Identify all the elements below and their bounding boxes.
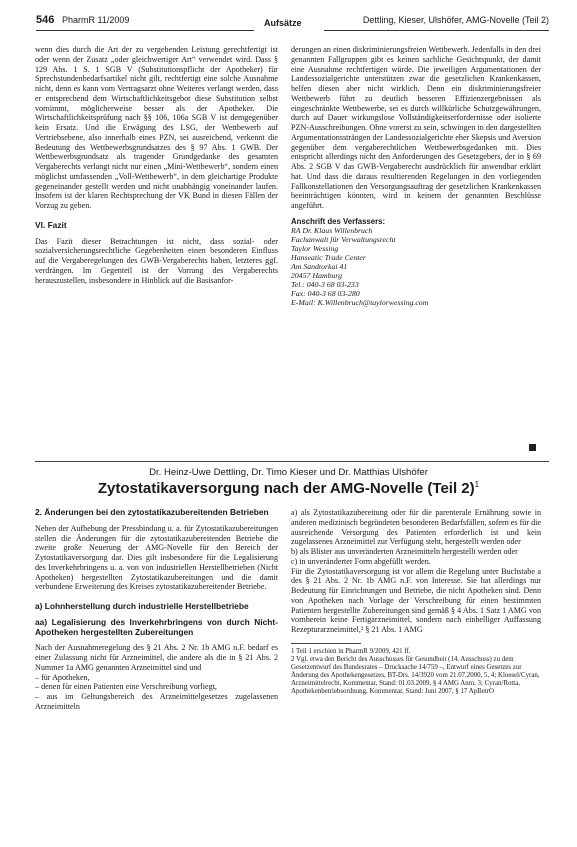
footnote: 1 Teil 1 erschien in PharmR 9/2009, 421 ff. [291,647,411,655]
body-paragraph: Nach der Ausnahmeregelung des § 21 Abs. 2 Nr. 1b AMG n.F. bedarf es einer Zulassung nicht für Arzneimittel, die andere als die in § 21 Abs. 2 Nummer 1a AMG genannten Arzneimittel sind und [35,643,278,672]
running-title: Dettling, Kieser, Ulshöfer, AMG-Novelle (Teil 2) [362,15,549,25]
section-label: Aufsätze [264,18,302,28]
body-paragraph: Für die Zytostatikaversorgung ist vor allem die Regelung unter Buchstabe a des § 21 Abs. 2 Nr. 1b AMG n.F. von Interesse. Sie hat allerdings nur Bedeutung für Einrichtungen und Betriebe, die nicht Apotheken sind. Denn von Apotheken nach Vorlage der Verschreibung für einen bestimmten Patienten hergestellte Zubereitungen sind gemäß § 4 Abs. 1 Satz 1 AMG von vornherein keine Fertigarzneimittel, sondern nach einhelliger Auffassung Rezepturarzneimittel,² § 21 Abs. 1 AMG [291,566,541,634]
address-line: Fax: 040-3 68 03-280 [291,288,360,298]
address-line: E-Mail: K.Willenbruch@taylorwessing.com [291,297,429,307]
address-line: Am Sandtorkai 41 [291,261,348,271]
footnote: 2 Vgl. etwa den Bericht des Ausschusses für Gesundheit (14. Ausschuss) zu dem Gesetzentwurf des Bundesrates – Drucksache 14/759 –, Entwurf eines Gesetzes zur Änderung des Apothekengesetzes, BT-Drs. 14/3920 vom 21.07.2000, 5, 4; Kloesel/Cyran, Arzneimittelrecht, Kommentar, Stand: 01.03.2009, § 4 AMG Anm. 3; Cyran/Rotta, Apothekenbetriebsordnung, Kommentar, Stand: Juni 2007, § 17 ApBetrO [291,655,540,695]
body-paragraph: b) als Blister aus unveränderten Arzneimitteln hergestellt werden oder [291,547,518,556]
article-title [0,480,577,497]
page-header [36,12,549,34]
body-paragraph: Neben der Aufhebung der Pressbindung u. a. für Zytostatikazubereitungen stellen die Änderungen für die zytostatikazubereitenden Betriebe die zweite große Neuerung der AMG-Novelle für den Bereich der Zytostatikaversorgung dar. Dies gilt insbesondere für die Legalisierung des Inverkehrbringens u. a. von von industriellen Herstellbetrieben (Nicht Apotheken) hergestellten Zytostatikazubereitungen und die damit verbundene Erweiterung des Kreises zytostatikazubereitender Betriebe. [35,523,278,592]
article-authors: Dr. Heinz-Uwe Dettling, Dr. Timo Kieser und Dr. Matthias Ulshöfer [149,467,428,478]
list-item: – für Apotheken, [35,672,90,682]
author-address [291,217,541,307]
upper-right-column [291,45,541,307]
upper-left-column [35,45,278,285]
body-paragraph: wenn dies durch die Art der zu vergebenden Leistung gerechtfertigt ist oder wenn der Zusatz „oder gleichwertiger Art“ verwendet wird. Dass § 129 Abs. 1 S. 1 SGB V (Substitutionspflicht der Apotheker) für Sprechstundenbedarfsartikel nicht gilt, rechtfertigt eine solche Ausnahme nicht, denn es kann vom Vertragsarzt ohne Weiteres verlangt werden, dass er entsprechend dem Wirtschaftlichkeitsgebot diese Substitution selbst vornimmt, möglicherweise besser als der Apotheker. Die Wirtschaftlichkeitsprüfung nach §§ 106, 106a SGB V ist demgegenüber kein Ersatz. Und die Erwägung des LSG, der Wettbewerb auf Vertriebsebene, also innerhalb eines PZN, sei ausreichend, verkennt die Bedeutung des Wettbewerbsgrundsatzes des § 97 Abs. 1 GWB. Der Wettbewerbsgrundsatz als tragender Grundgedanke des gesamten Vergaberechts verlangt nicht nur einen „Mini-Wettbewerb“, sondern einen möglichst umfassenden „Voll-Wettbewerb“, in dem gleichartige Produkte gegeneinander gestellt werden und nicht unabhängig voneinander laufen. Insofern ist der klaren Rechtsprechung der VK Bund in diesen Fällen der Vorzug zu geben. [35,45,278,210]
body-paragraph: c) in unveränderter Form abgefüllt werden. [291,556,431,566]
body-paragraph: a) als Zytostatikazubereitung oder für die parenterale Ernährung sowie in anderen medizinisch begründeten besonderen Bedarfsfällen, sofern es für die ausreichende Versorgung des Patienten erforderlich ist und kein zugelassenes Arzneimittel zur Verfügung steht, hergestellt werden oder [291,508,541,547]
journal-name: PharmR 11/2009 [62,15,130,25]
end-of-article-square [529,444,536,451]
subsection-heading: a) Lohnherstellung durch industrielle Herstellbetriebe [35,601,249,611]
title-footnote-mark: 1 [474,480,480,489]
footnote-rule [291,643,361,644]
list-item: – aus im Geltungsbereich des Arzneimittelgesetzes zugelassenen Arzneimitteln [35,692,278,711]
lower-right-column [291,508,541,696]
body-paragraph: Das Fazit dieser Betrachtungen ist nicht, dass sozial- oder sozialversicherungsrechtliche Gegebenheiten einen besonderen Einfluss auf die Vergaberegelungen des GWB-Vergaberechts haben, letzteres ggf. verdrängen. Im Gegenteil ist der Vorrang des Vergaberechts herauszustellen, insbesondere in Hinblick auf die Basisanfor- [35,236,278,285]
body-paragraph: derungen an einen diskriminierungsfreien Wettbewerb. Jedenfalls in den drei genannten Fallgruppen gibt es keinen sachliche Gesichtspunkt, der damit eine Ausnahme rechtfertigen würde. Die jeweiligen Argumentationen der Landessozialgerichte unterstützen zwar die gesetzlichen Krankenkassen, helfen diesen aber nicht wirklich. Denn ein diskriminierungsfreier Wettbewerb führt zu deutlich besseren Effizienzergebnissen als eingeschränkte Wettbewerbe, sei es durch willkürliche Schutzgewährungen, durch auf Dauer wirkungslose Vollständigkeitserfordernisse oder isolierte PZN-Ausschreibungen. Ohne vorerst zu sein, schwingen in den dargestellten Argumentationssträngen der Landessozialgerichte eher Skepsis und Aversion gegenüber dem vergaberechtlichen Wettbewerbsgedanken mit. Dies entspricht allerdings nicht den Anforderungen des Gesetzgebers, der in § 69 Abs. 2 SGB V das GWB-Vergaberecht ausdrücklich für anwendbar erklärt hat. Und dass die daraus resultierenden Regelungen in den vorliegenden Fallkonstellationen den Versorgungsauftrag der gesetzlichen Krankenkassen beeinträchtigen könnten, wird in keinem der genannten Beschlüsse angeführt. [291,45,541,210]
address-line: Fachanwalt für Verwaltungsrecht [291,234,396,244]
address-line: RA Dr. Klaus Willenbruch [291,225,373,235]
address-line: Tel.: 040-3 68 03-233 [291,279,359,289]
address-line: Hanseatic Trade Center [291,252,366,262]
section-heading: 2. Änderungen bei den zytostatikazubereitenden Betrieben [35,507,269,517]
subsubsection-heading: aa) Legalisierung des Inverkehrbringens von durch Nicht-Apotheken hergestellten Zubereitungen [35,616,278,637]
lower-left-column [35,508,278,712]
address-line: 20457 Hamburg [291,270,343,280]
page-number: 546 [36,14,55,26]
fazit-heading: VI. Fazit [35,219,67,230]
article-title-text: Zytostatikaversorgung nach der AMG-Novelle (Teil 2) [97,480,475,497]
section-tab [254,27,324,35]
address-line: Taylor Wessing [291,243,339,253]
address-label: Anschrift des Verfassers: [291,216,386,226]
article-separator [35,461,549,462]
list-item: – denen für einen Patienten eine Verschreibung vorliegt, [35,682,217,692]
